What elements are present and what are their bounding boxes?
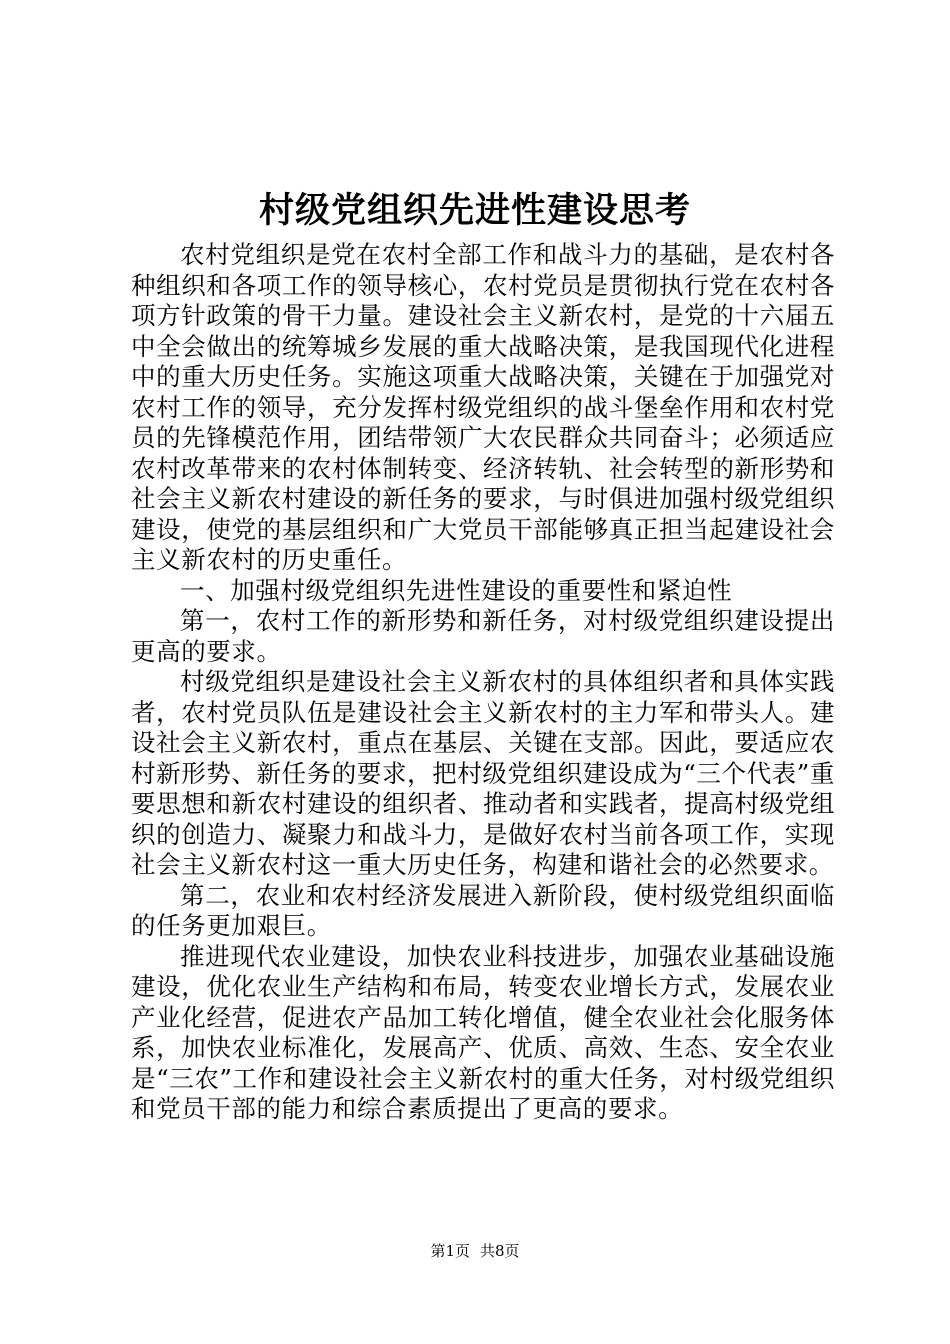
point-heading-2: 第二，农业和农村经济发展进入新阶段，使村级党组织面临的任务更加艰巨。 <box>131 880 835 940</box>
section-heading-1: 一、加强村级党组织先进性建设的重要性和紧迫性 <box>180 575 733 605</box>
paragraph-point-1: 村级党组织是建设社会主义新农村的具体组织者和具体实践者，农村党员队伍是建设社会主义新农村的主力军和带头人。建设社会主义新农村，重点在基层、关键在支部。因此，要适应农村新形势、新任务的要求，把村级党组织建设成为“三个代表”重要思想和新农村建设的组织者、推动者和实践者，提高村级党组织的创造力、凝聚力和战斗力，是做好农村当前各项工作，实现社会主义新农村这一重大历史任务，构建和谐社会的必然要求。 <box>131 667 835 879</box>
paragraph-point-2: 推进现代农业建设，加快农业科技进步，加强农业基础设施建设，优化农业生产结构和布局，转变农业增长方式，发展农业产业化经营，促进农产品加工转化增值，健全农业社会化服务体系，加快农业标准化，发展高产、优质、高效、生态、安全农业是“三农”工作和建设社会主义新农村的重大任务，对村级党组织和党员干部的能力和综合素质提出了更高的要求。 <box>131 941 835 1123</box>
page-footer <box>0 1241 950 1261</box>
document-body <box>131 240 835 1125</box>
page-number: 第1页 <box>430 1242 470 1260</box>
point-heading-1: 第一，农村工作的新形势和新任务，对村级党组织建设提出更高的要求。 <box>131 606 835 666</box>
total-pages: 共8页 <box>480 1242 520 1260</box>
document-title: 村级党组织先进性建设思考 <box>258 190 691 231</box>
paragraph-intro: 农村党组织是党在农村全部工作和战斗力的基础，是农村各种组织和各项工作的领导核心，农村党员是贯彻执行党在农村各项方针政策的骨干力量。建设社会主义新农村，是党的十六届五中全会做出的统筹城乡发展的重大战略决策，是我国现代化进程中的重大历史任务。实施这项重大战略决策，关键在于加强党对农村工作的领导，充分发挥村级党组织的战斗堡垒作用和农村党员的先锋模范作用，团结带领广大农民群众共同奋斗；必须适应农村改革带来的农村体制转变、经济转轨、社会转型的新形势和社会主义新农村建设的新任务的要求，与时俱进加强村级党组织建设，使党的基层组织和广大党员干部能够真正担当起建设社会主义新农村的历史重任。 <box>131 240 835 574</box>
